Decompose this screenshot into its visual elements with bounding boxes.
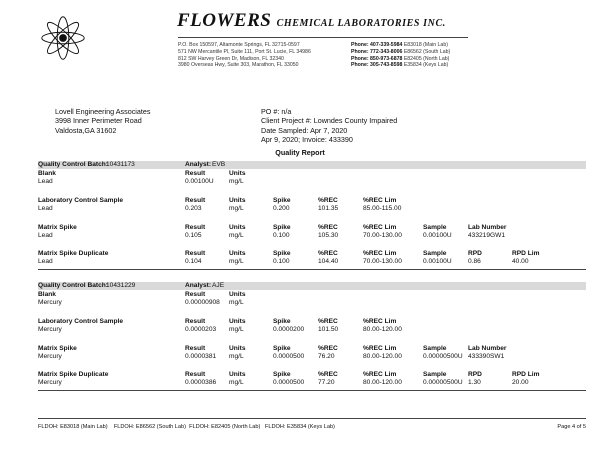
analyte-name: Mercury (38, 326, 62, 333)
section-title: Laboratory Control Sample (38, 318, 123, 325)
cell-rec-lim: 80.00-120.00 (363, 353, 402, 360)
col-header: %REC Lim (363, 250, 397, 257)
cell-rec-lim: 80.00-120.00 (363, 379, 402, 386)
section-title: Laboratory Control Sample (38, 197, 123, 204)
cell-spike: 0.100 (273, 232, 290, 239)
cell-rec: 101.50 (318, 326, 339, 333)
col-header: Sample (423, 345, 447, 352)
cell-spike: 0.0000500 (273, 353, 305, 360)
qc-batch-label: Quality Control Batch: (38, 161, 108, 168)
flower-logo-icon (34, 10, 92, 66)
footer-divider (38, 418, 586, 419)
col-header: RPD Lim (512, 371, 540, 378)
analyte-name: Lead (38, 232, 53, 239)
section-title: Matrix Spike Duplicate (38, 371, 109, 378)
cell-rec: 76.20 (318, 353, 335, 360)
cell-rpd-lim: 20.00 (512, 379, 529, 386)
lab-addresses: P.O. Box 150597, Altamonte Springs, FL 32715-0597 571 NW Mercantile Pl, Suite 111, Port St. Lucie, FL 34986 812 SW Harvey Green Dr, Madison, FL 32340 3980 Overseas Hwy, Suite 303, Marathon, FL 33050 (178, 42, 311, 69)
analyst-label: Analyst: (185, 282, 212, 289)
qc-batch-number: 10431229 (106, 282, 136, 289)
col-header: %REC (318, 250, 338, 257)
lab-phones: Phone: 407-339-5984 E83018 (Main Lab) Phone: 772-343-8006 E86562 (South Lab) Phone: 850-973-6878 E82405 (North Lab) Phone: 305-743-8598 E35834 (Keys Lab) (351, 42, 451, 69)
col-header: Lab Number (468, 224, 507, 231)
footer-certifications: FLDOH: E83018 (Main Lab) FLDOH: E86562 (South Lab) FLDOH: E82405 (North Lab) FLDOH: E35834 (Keys Lab) (38, 424, 335, 430)
col-header: Spike (273, 197, 291, 204)
cell-rec: 104.40 (318, 258, 339, 265)
cell-rpd: 1.30 (468, 379, 481, 386)
cell-units: mg/L (229, 178, 244, 185)
col-header: Units (229, 197, 246, 204)
cell-lab-number: 433219GW1 (468, 232, 506, 239)
col-header: Units (229, 170, 246, 177)
col-header: %REC (318, 197, 338, 204)
cell-rec-lim: 80.00-120.00 (363, 326, 402, 333)
col-header: Units (229, 318, 246, 325)
col-header: Result (185, 371, 206, 378)
col-header: %REC Lim (363, 371, 397, 378)
analyte-name: Lead (38, 205, 53, 212)
cell-sample: 0.00100U (423, 258, 452, 265)
analyte-name: Mercury (38, 379, 62, 386)
section-title: Blank (38, 291, 56, 298)
col-header: Spike (273, 371, 291, 378)
cell-spike: 0.0000500 (273, 379, 305, 386)
cell-units: mg/L (229, 353, 244, 360)
page-number: Page 4 of 5 (557, 424, 586, 430)
col-header: Spike (273, 224, 291, 231)
col-header: Result (185, 170, 206, 177)
header-divider (178, 37, 468, 38)
cell-sample: 0.00000500U (423, 379, 463, 386)
col-header: Result (185, 197, 206, 204)
col-header: Units (229, 250, 246, 257)
cell-rec-lim: 85.00-115.00 (363, 205, 402, 212)
project-info: PO #: n/a Client Project #: Lowndes County Impaired Date Sampled: Apr 7, 2020 Apr 9, 2020; Invoice: 433390 (261, 107, 398, 145)
col-header: Result (185, 318, 206, 325)
col-header: Sample (423, 224, 447, 231)
col-header: Result (185, 291, 206, 298)
cell-lab-number: 433390SW1 (468, 353, 505, 360)
section-title: Blank (38, 170, 56, 177)
section-title: Matrix Spike (38, 345, 77, 352)
qc-batch-number: 10431173 (106, 161, 135, 168)
lab-brand-name: FLOWERS CHEMICAL LABORATORIES INC. (177, 10, 446, 31)
section-title: Matrix Spike (38, 224, 77, 231)
analyte-name: Lead (38, 258, 53, 265)
cell-rec: 77.20 (318, 379, 335, 386)
col-header: %REC Lim (363, 197, 397, 204)
col-header: %REC (318, 345, 338, 352)
cell-rec-lim: 70.00-130.00 (363, 258, 402, 265)
cell-rpd: 0.86 (468, 258, 481, 265)
col-header: Spike (273, 250, 291, 257)
cell-result: 0.104 (185, 258, 202, 265)
cell-sample: 0.00000500U (423, 353, 463, 360)
cell-result: 0.105 (185, 232, 202, 239)
cell-units: mg/L (229, 205, 244, 212)
col-header: RPD (468, 371, 482, 378)
col-header: %REC Lim (363, 345, 397, 352)
analyst-value: EVB (212, 161, 226, 168)
col-header: Spike (273, 345, 291, 352)
cell-units: mg/L (229, 299, 244, 306)
cell-spike: 0.0000200 (273, 326, 305, 333)
cell-result: 0.0000203 (185, 326, 217, 333)
cell-units: mg/L (229, 379, 244, 386)
col-header: %REC Lim (363, 318, 397, 325)
col-header: RPD Lim (512, 250, 540, 257)
col-header: Result (185, 250, 206, 257)
cell-spike: 0.100 (273, 258, 290, 265)
batch-divider (38, 390, 586, 391)
col-header: Sample (423, 371, 447, 378)
analyte-name: Lead (38, 178, 53, 185)
col-header: Lab Number (468, 345, 507, 352)
cell-result: 0.00100U (185, 178, 214, 185)
col-header: Units (229, 371, 246, 378)
analyte-name: Mercury (38, 299, 62, 306)
cell-rec: 105.30 (318, 232, 339, 239)
col-header: Spike (273, 318, 291, 325)
cell-units: mg/L (229, 326, 244, 333)
cell-result: 0.0000386 (185, 379, 217, 386)
client-address: Lovell Engineering Associates 3998 Inner Perimeter Road Valdosta,GA 31602 (55, 107, 151, 135)
cell-result: 0.203 (185, 205, 202, 212)
report-title: Quality Report (275, 148, 325, 157)
col-header: Sample (423, 250, 447, 257)
analyst-label: Analyst: (185, 161, 212, 168)
col-header: Units (229, 224, 246, 231)
cell-sample: 0.00100U (423, 232, 452, 239)
col-header: RPD (468, 250, 482, 257)
batch-divider (38, 269, 586, 270)
analyst-value: AJE (212, 282, 225, 289)
cell-result: 0.00000908 (185, 299, 220, 306)
analyte-name: Mercury (38, 353, 62, 360)
cell-spike: 0.200 (273, 205, 290, 212)
cell-result: 0.0000381 (185, 353, 217, 360)
section-title: Matrix Spike Duplicate (38, 250, 109, 257)
col-header: %REC (318, 224, 338, 231)
cell-units: mg/L (229, 258, 244, 265)
col-header: Units (229, 345, 246, 352)
cell-rpd-lim: 40.00 (512, 258, 529, 265)
cell-rec: 101.35 (318, 205, 339, 212)
col-header: %REC Lim (363, 224, 397, 231)
cell-rec-lim: 70.00-130.00 (363, 232, 402, 239)
col-header: Units (229, 291, 246, 298)
cell-units: mg/L (229, 232, 244, 239)
col-header: Result (185, 224, 206, 231)
col-header: %REC (318, 371, 338, 378)
qc-batch-label: Quality Control Batch: (38, 282, 108, 289)
col-header: %REC (318, 318, 338, 325)
col-header: Result (185, 345, 206, 352)
